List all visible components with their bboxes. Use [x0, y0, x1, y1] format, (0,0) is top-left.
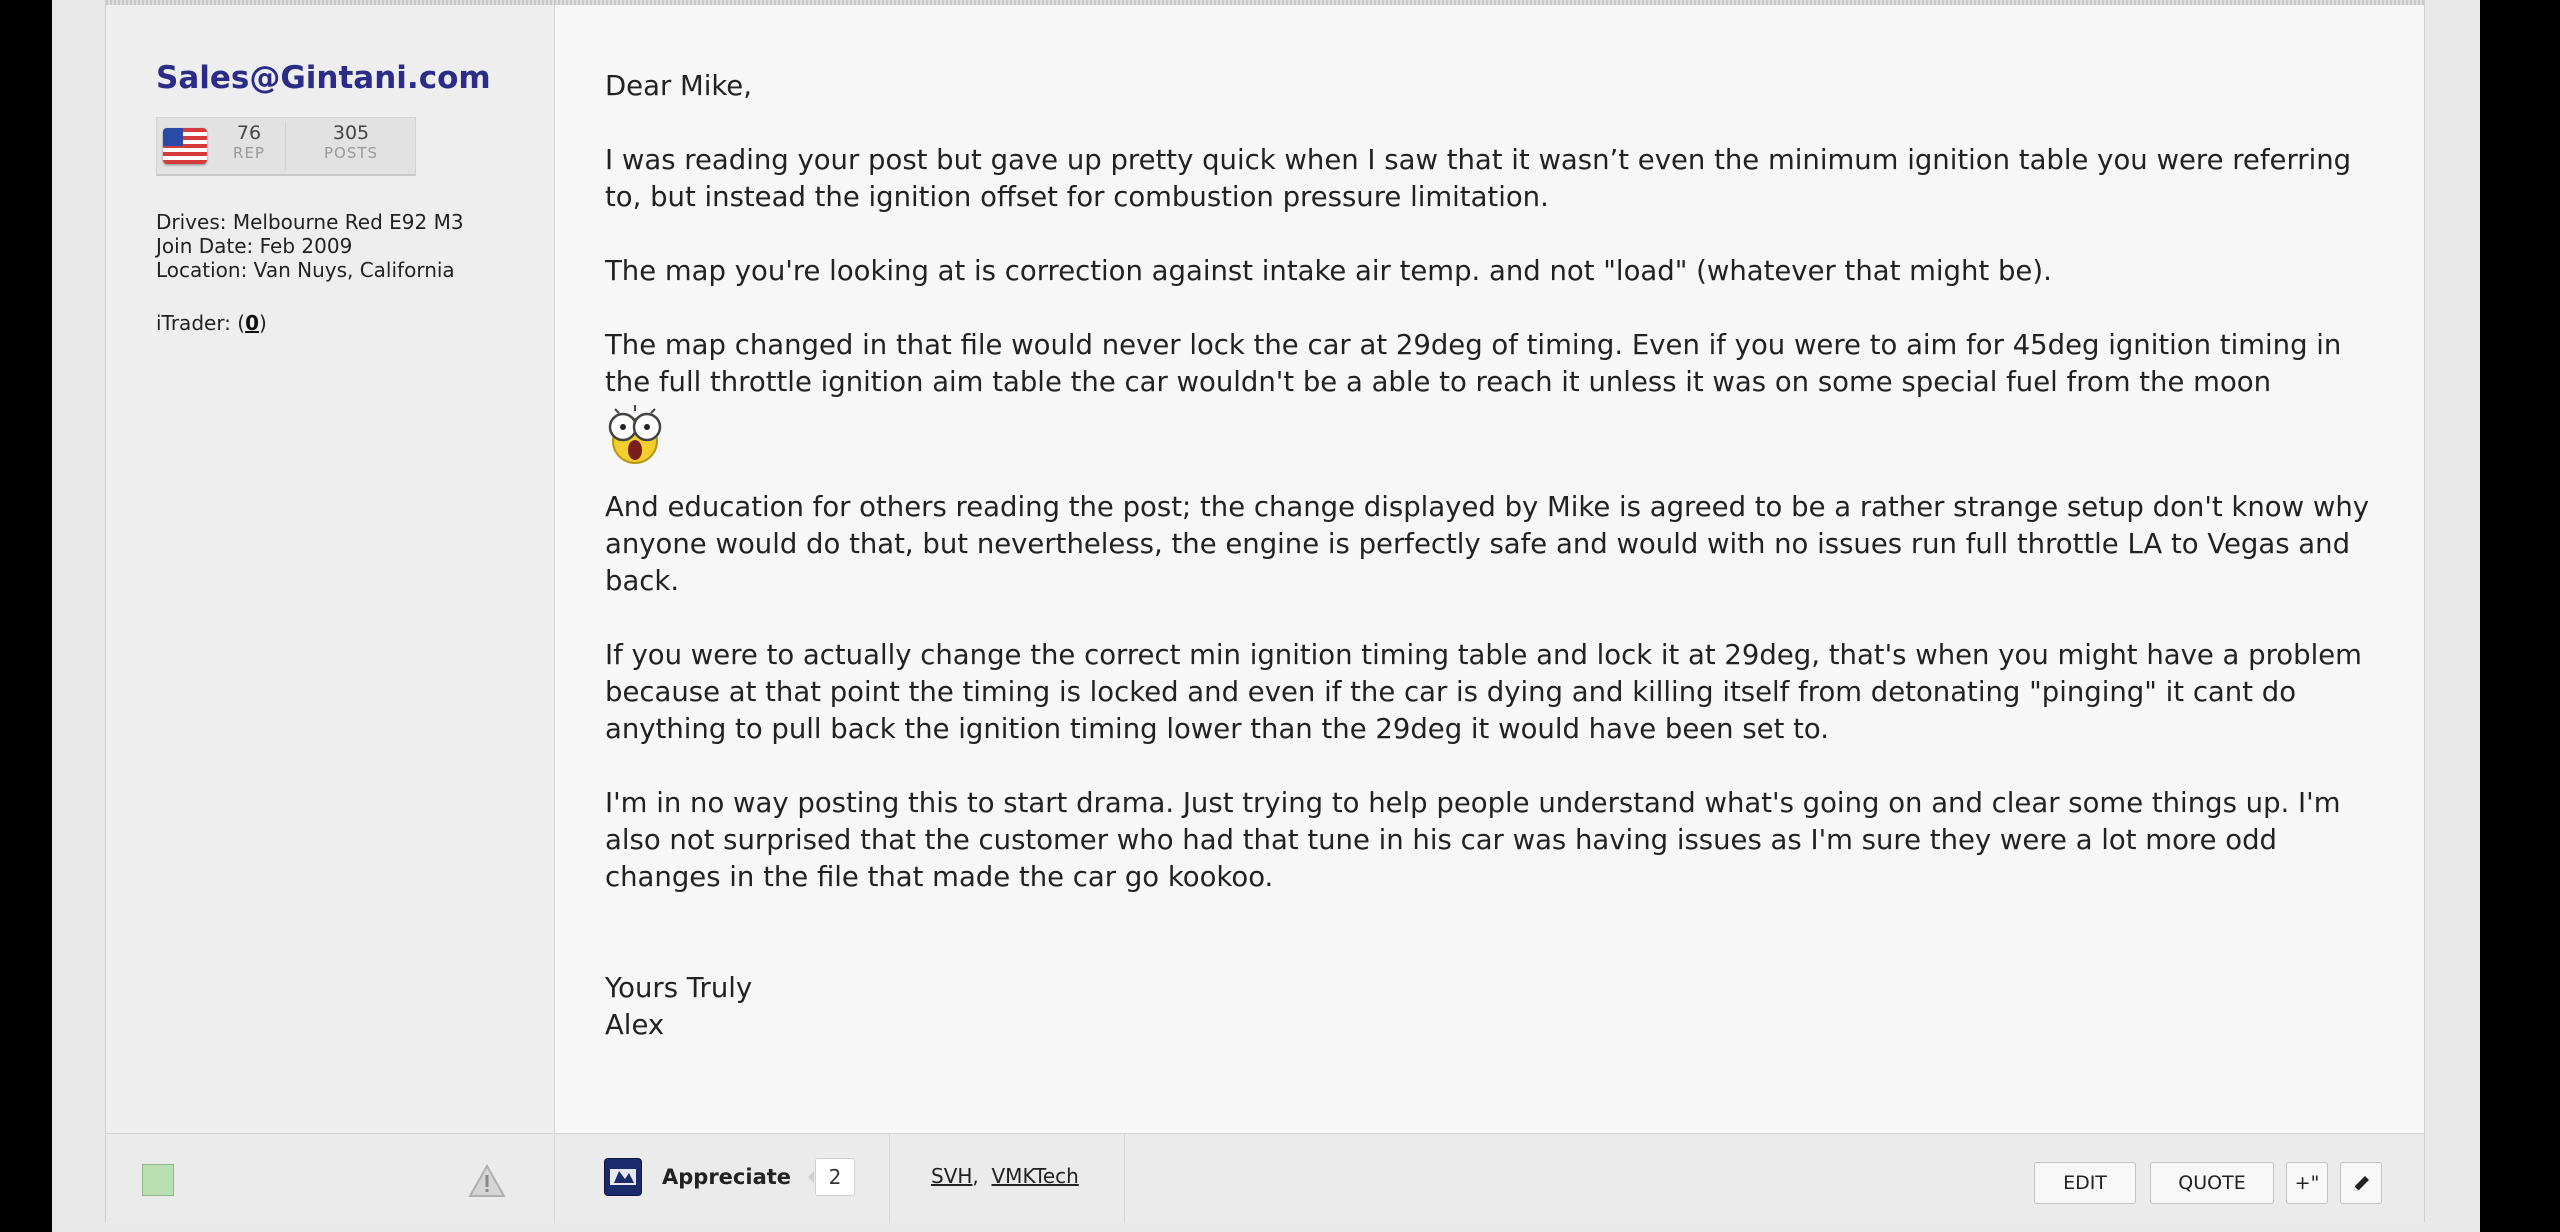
- post-paragraph-4: And education for others reading the post; the change displayed by Mike is agreed to be a rather strange setup don't know why anyone would do that, but nevertheless, the engine is perfectly safe and would with no issues run full throttle LA to Vegas and back.: [605, 491, 2370, 597]
- post-paragraph-3: The map changed in that file would never lock the car at 29deg of timing. Even if you were to aim for 45deg ignition timing in the full throttle ignition aim table the car wouldn't be a able to reach it unless it was on some special fuel from the moon: [605, 329, 2342, 398]
- multi-quote-button[interactable]: +": [2286, 1162, 2328, 1204]
- rep-stat: [213, 122, 286, 170]
- user-join-date: Join Date: Feb 2009: [156, 234, 353, 258]
- itrader-close: ): [259, 311, 267, 335]
- user-sidebar: [106, 5, 555, 1133]
- report-warning-icon[interactable]: [468, 1164, 506, 1198]
- posts-stat: [287, 122, 415, 162]
- rep-label: REP: [233, 144, 265, 162]
- appreciate-button[interactable]: [604, 1154, 855, 1200]
- online-status-icon: [142, 1164, 174, 1196]
- user-location: Location: Van Nuys, California: [156, 258, 455, 282]
- forum-post: [105, 0, 2425, 1222]
- post-paragraph-2: The map you're looking at is correction against intake air temp. and not "load" (whatever that might be).: [605, 255, 2052, 287]
- footer-divider: [1124, 1134, 1125, 1223]
- emoji-row: [605, 401, 2395, 463]
- appreciate-icon: [604, 1158, 642, 1196]
- user-drives: Drives: Melbourne Red E92 M3: [156, 210, 464, 234]
- appreciators-list: [931, 1164, 1079, 1188]
- username-link[interactable]: Sales@Gintani.com: [156, 60, 491, 96]
- us-flag-icon: [163, 128, 207, 164]
- post-greeting: Dear Mike,: [605, 70, 752, 102]
- itrader: [156, 311, 267, 335]
- posts-label: POSTS: [323, 144, 379, 162]
- user-stats: [156, 117, 416, 176]
- appreciate-label: Appreciate: [662, 1165, 792, 1189]
- footer-user-controls: [106, 1134, 555, 1223]
- shocked-emoji-icon: [605, 403, 665, 465]
- appreciator-link-vmktech[interactable]: VMKTech: [991, 1164, 1079, 1188]
- post-content: [605, 68, 2395, 1044]
- quick-edit-button[interactable]: [2340, 1162, 2382, 1204]
- appreciator-separator: ,: [972, 1164, 979, 1188]
- posts-count: 305: [332, 122, 370, 144]
- post-signoff-2: Alex: [605, 1009, 665, 1041]
- edit-button[interactable]: EDIT: [2034, 1162, 2136, 1204]
- post-signoff-1: Yours Truly: [605, 972, 753, 1004]
- scrollbar-track[interactable]: [2480, 0, 2560, 1232]
- post-paragraph-6: I'm in no way posting this to start drama. Just trying to help people understand what's going on and clear some things up. I'm also not surprised that the customer who had that tune in his car was having issues as I'm sure they were a lot more odd changes in the file that made the car go kookoo.: [605, 787, 2341, 893]
- post-footer: [106, 1133, 2424, 1223]
- quote-button[interactable]: QUOTE: [2150, 1162, 2274, 1204]
- post-paragraph-1: I was reading your post but gave up pretty quick when I saw that it wasn’t even the minimum ignition table you were referring to, but instead the ignition offset for combustion pressure limitation.: [605, 144, 2352, 213]
- rep-count: 76: [236, 122, 262, 144]
- itrader-label: iTrader: (: [156, 311, 246, 335]
- pencil-icon: [2351, 1172, 2371, 1194]
- appreciate-count: 2: [815, 1158, 855, 1196]
- appreciator-link-svh[interactable]: SVH: [931, 1164, 973, 1188]
- post-paragraph-5: If you were to actually change the correct min ignition timing table and lock it at 29deg, that's when you might have a problem because at that point the timing is locked and even if the car is dying and killing itself from detonating "pinging" it cant do anything to pull back the ignition timing lower than the 29deg it would have been set to.: [605, 639, 2362, 745]
- itrader-count-link[interactable]: 0: [245, 311, 260, 335]
- footer-divider: [889, 1134, 890, 1223]
